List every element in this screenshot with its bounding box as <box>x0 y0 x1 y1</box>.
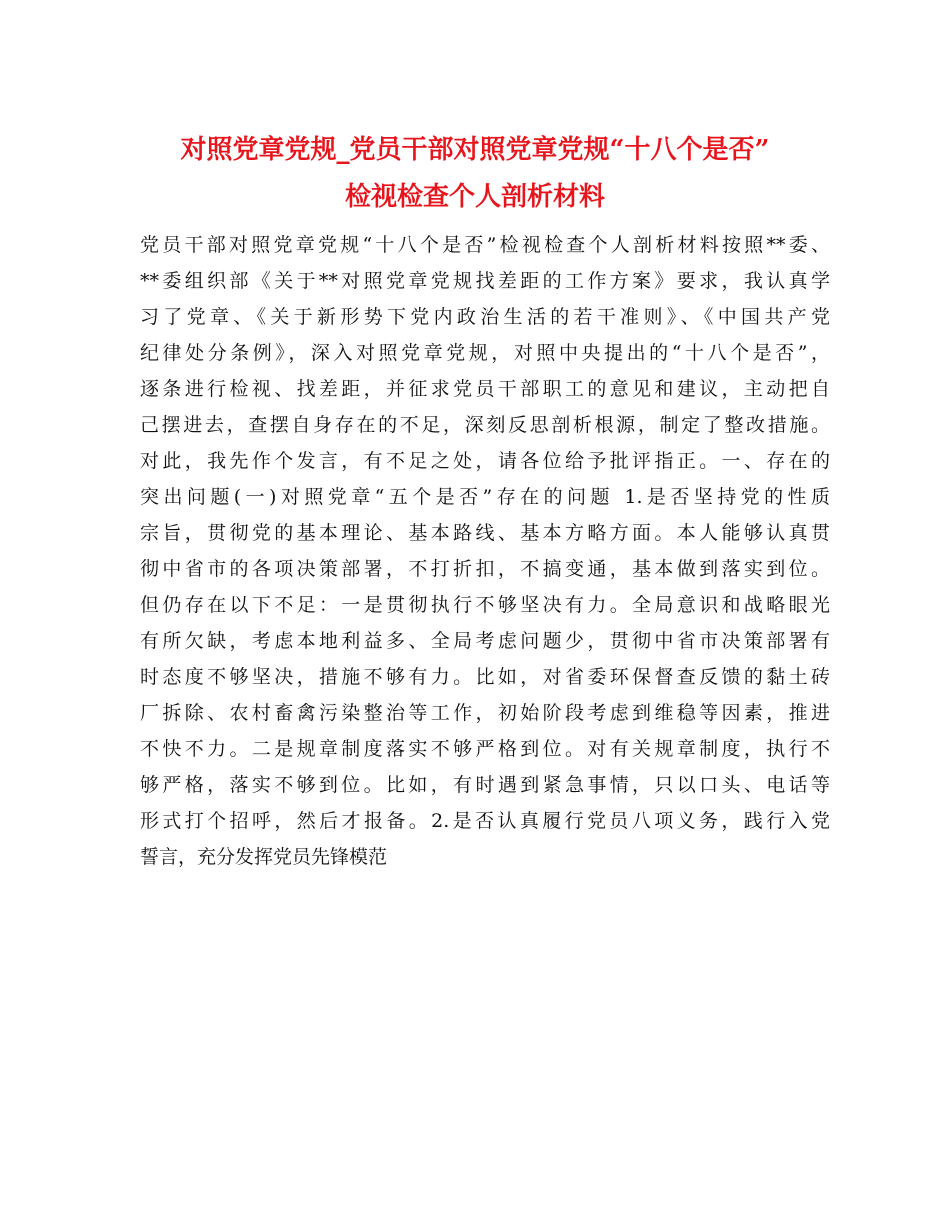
document-title-line-1: 对照党章党规_党员干部对照党章党规“十八个是否” <box>180 135 770 165</box>
body-line: 宗旨，贯彻党的基本理论、基本路线、基本方略方面。本人能够认真贯 <box>140 522 830 544</box>
body-line: **委组织部《关于**对照党章党规找差距的工作方案》要求，我认真学 <box>140 270 830 292</box>
body-line: 逐条进行检视、找差距，并征求党员干部职工的意见和建议，主动把自 <box>140 378 830 400</box>
body-line: 誓言，充分发挥党员先锋模范 <box>140 846 388 868</box>
body-line: 形式打个招呼，然后才报备。2.是否认真履行党员八项义务，践行入党 <box>140 810 830 832</box>
document-title-line-2: 检视检查个人剖析材料 <box>344 182 605 212</box>
body-line: 彻中省市的各项决策部署，不打折扣，不搞变通，基本做到落实到位。 <box>140 558 830 580</box>
body-line: 突出问题(一)对照党章“五个是否”存在的问题 1.是否坚持党的性质 <box>140 486 830 508</box>
body-line: 纪律处分条例》，深入对照党章党规，对照中央提出的“十八个是否”， <box>140 342 830 364</box>
body-line: 不快不力。二是规章制度落实不够严格到位。对有关规章制度，执行不 <box>140 738 830 760</box>
body-line: 够严格，落实不够到位。比如，有时遇到紧急事情，只以口头、电话等 <box>140 774 830 796</box>
body-line: 对此，我先作个发言，有不足之处，请各位给予批评指正。一、存在的 <box>140 450 830 472</box>
body-line: 党员干部对照党章党规“十八个是否”检视检查个人剖析材料按照**委、 <box>140 234 830 256</box>
body-line: 但仍存在以下不足：一是贯彻执行不够坚决有力。全局意识和战略眼光 <box>140 594 830 616</box>
body-line: 己摆进去，查摆自身存在的不足，深刻反思剖析根源，制定了整改措施。 <box>140 414 830 436</box>
body-line: 习了党章、《关于新形势下党内政治生活的若干准则》、《中国共产党 <box>140 306 830 328</box>
document-body <box>140 227 830 875</box>
body-line: 厂拆除、农村畜禽污染整治等工作，初始阶段考虑到维稳等因素，推进 <box>140 702 830 724</box>
body-line: 时态度不够坚决，措施不够有力。比如，对省委环保督查反馈的黏土砖 <box>140 666 830 688</box>
body-line: 有所欠缺，考虑本地利益多、全局考虑问题少，贯彻中省市决策部署有 <box>140 630 830 652</box>
